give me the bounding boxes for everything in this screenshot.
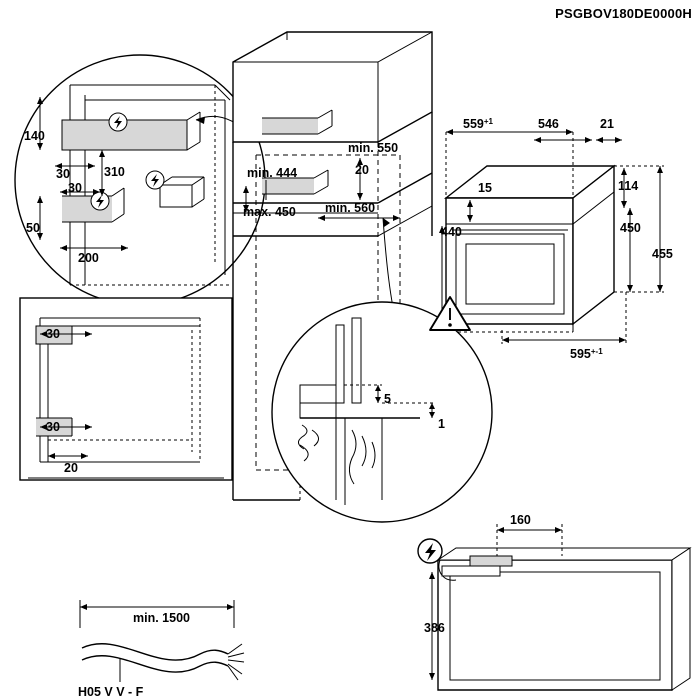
svg-text:20: 20 bbox=[355, 163, 369, 177]
svg-text:114: 114 bbox=[618, 179, 639, 193]
svg-text:160: 160 bbox=[510, 513, 531, 527]
svg-text:21: 21 bbox=[600, 117, 614, 131]
svg-text:386: 386 bbox=[424, 621, 445, 635]
detail-bottom-left bbox=[20, 298, 232, 480]
detail-center bbox=[272, 297, 492, 522]
svg-text:30: 30 bbox=[68, 181, 82, 195]
document-code: PSGBOV180DE0000H bbox=[555, 6, 692, 21]
svg-text:30: 30 bbox=[46, 420, 60, 434]
svg-text:140: 140 bbox=[24, 129, 45, 143]
svg-text:min. 444: min. 444 bbox=[247, 166, 298, 180]
svg-text:max. 450: max. 450 bbox=[243, 205, 296, 219]
door-detail bbox=[418, 513, 690, 690]
appliance-body bbox=[439, 117, 673, 361]
svg-text:min. 550: min. 550 bbox=[348, 141, 399, 155]
svg-text:1: 1 bbox=[438, 417, 445, 431]
svg-text:30: 30 bbox=[46, 327, 60, 341]
svg-text:5: 5 bbox=[384, 392, 391, 406]
svg-text:546: 546 bbox=[538, 117, 559, 131]
power-symbol-icon-4 bbox=[418, 539, 442, 563]
power-symbol-icon-1 bbox=[109, 113, 127, 131]
svg-text:440: 440 bbox=[441, 225, 462, 239]
svg-text:450: 450 bbox=[620, 221, 641, 235]
svg-text:455: 455 bbox=[652, 247, 673, 261]
cable-spec bbox=[78, 600, 244, 699]
svg-text:310: 310 bbox=[104, 165, 125, 179]
svg-text:200: 200 bbox=[78, 251, 99, 265]
svg-text:595+-1: $595^{+-1}$ bbox=[570, 347, 603, 361]
svg-text:20: 20 bbox=[64, 461, 78, 475]
svg-text:50: 50 bbox=[26, 221, 40, 235]
svg-text:559+1: $559^{+1}$ bbox=[463, 117, 493, 131]
svg-text:30: 30 bbox=[56, 167, 70, 181]
svg-text:min. 1500: min. 1500 bbox=[133, 611, 190, 625]
detail-top-left bbox=[15, 55, 265, 305]
power-symbol-icon-3 bbox=[146, 171, 164, 189]
svg-text:min. 560: min. 560 bbox=[325, 201, 376, 215]
svg-text:15: 15 bbox=[478, 181, 492, 195]
svg-text:H05 V V - F: H05 V V - F bbox=[78, 685, 144, 699]
